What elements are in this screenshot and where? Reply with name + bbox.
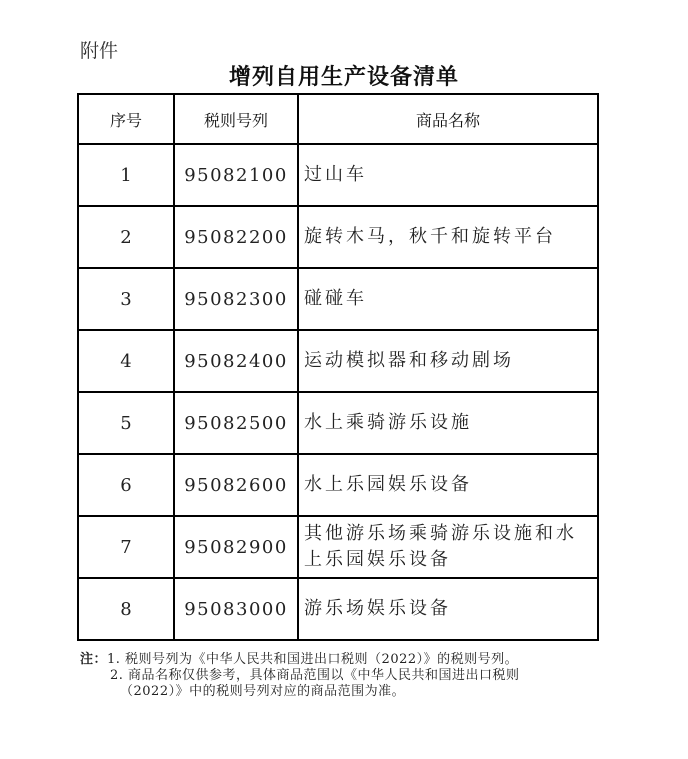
product-name: 碰碰车 <box>298 268 598 330</box>
product-name: 游乐场娱乐设备 <box>298 578 598 640</box>
tariff-code: 95082500 <box>174 392 298 454</box>
header-tariff-code: 税则号列 <box>174 94 298 144</box>
attachment-label: 附件 <box>80 40 119 62</box>
equipment-table <box>77 93 599 641</box>
table-row <box>78 330 598 392</box>
table-row <box>78 206 598 268</box>
tariff-code: 95082300 <box>174 268 298 330</box>
table-row <box>78 516 598 578</box>
product-name: 过山车 <box>298 144 598 206</box>
header-serial-no: 序号 <box>78 94 174 144</box>
serial-no: 8 <box>78 578 174 640</box>
serial-no: 1 <box>78 144 174 206</box>
tariff-code: 95082600 <box>174 454 298 516</box>
table-row <box>78 144 598 206</box>
table-row <box>78 268 598 330</box>
serial-no: 6 <box>78 454 174 516</box>
note-2-continued: （2022）》中的税则号列对应的商品范围为准。 <box>120 684 406 699</box>
table-row <box>78 578 598 640</box>
product-name: 水上乐园娱乐设备 <box>298 454 598 516</box>
document-title: 增列自用生产设备清单 <box>228 64 459 90</box>
notes-label: 注： <box>80 652 108 667</box>
notes-section <box>80 652 520 700</box>
note-1: 注：1. 税则号列为《中华人民共和国进出口税则（2022）》的税则号列。 <box>80 652 519 667</box>
note-2: 2. 商品名称仅供参考，具体商品范围以《中华人民共和国进出口税则 <box>110 668 520 683</box>
serial-no: 3 <box>78 268 174 330</box>
table-header-row <box>78 94 598 144</box>
table-row <box>78 392 598 454</box>
product-name: 旋转木马，秋千和旋转平台 <box>298 206 598 268</box>
tariff-code: 95083000 <box>174 578 298 640</box>
serial-no: 4 <box>78 330 174 392</box>
product-name: 水上乘骑游乐设施 <box>298 392 598 454</box>
product-name: 运动模拟器和移动剧场 <box>298 330 598 392</box>
tariff-code: 95082200 <box>174 206 298 268</box>
serial-no: 2 <box>78 206 174 268</box>
tariff-code: 95082900 <box>174 516 298 578</box>
table-row <box>78 454 598 516</box>
product-name: 其他游乐场乘骑游乐设施和水上乐园娱乐设备 <box>298 516 598 578</box>
serial-no: 5 <box>78 392 174 454</box>
tariff-code: 95082400 <box>174 330 298 392</box>
tariff-code: 95082100 <box>174 144 298 206</box>
header-product-name: 商品名称 <box>298 94 598 144</box>
serial-no: 7 <box>78 516 174 578</box>
